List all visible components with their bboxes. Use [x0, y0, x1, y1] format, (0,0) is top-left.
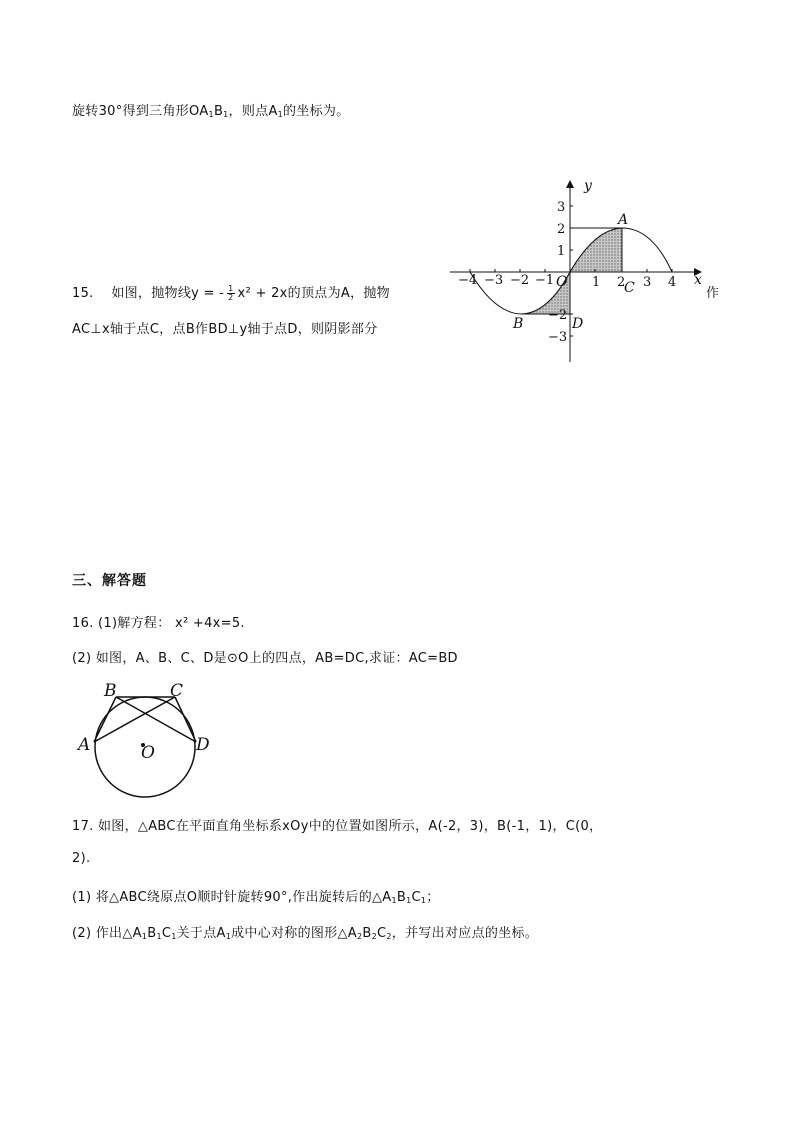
parabola-graph [440, 176, 712, 366]
q17-line-1: 17. 如图，△ABC在平面直角坐标系xOy中的位置如图所示，A(-2，3)，B(-1，1)，C(0， [72, 819, 603, 834]
label-B: B [104, 681, 117, 701]
section-title: 三、解答题 [72, 573, 147, 589]
y-tick-label: 1 [557, 244, 566, 259]
x-tick-label: 2 [617, 275, 626, 290]
x-tick-label: 4 [668, 275, 677, 290]
x-tick-label: −2 [510, 273, 530, 288]
label-A: A [78, 735, 91, 755]
x-tick-label: 1 [592, 275, 601, 290]
point-C-label: C [624, 280, 635, 296]
label-C: C [170, 681, 184, 701]
q15-line-2: AC⊥x轴于点C，点B作BD⊥y轴于点D，则阴影部分 [72, 322, 378, 337]
x-axis-label: x [694, 272, 702, 288]
x-tick-label: −3 [484, 273, 504, 288]
q17-part2: (2) 作出$\triangle A_1B_1C_1$关于点$A_1$成中心对称的图形$\triangle A_2B_2C_2$，并写出对应点的坐标。 [72, 926, 539, 941]
circle-figure [72, 678, 222, 800]
point-D-label: D [572, 316, 584, 332]
y-tick-label: −2 [548, 308, 568, 323]
x-tick-label: 3 [643, 275, 652, 290]
chords [94, 697, 196, 742]
x-tick-label: −4 [458, 273, 478, 288]
point-B-label: B [513, 316, 524, 332]
q17-part1: (1) 将△ABC绕原点O顺时针旋转90°,作出旋转后的$\triangle A_1B_1C_1$； [72, 890, 440, 905]
y-axis-arrow [566, 180, 574, 188]
point-A-label: A [618, 212, 629, 228]
y-tick-label: 2 [557, 222, 566, 237]
q17-line-2: 2). [72, 851, 91, 866]
q15-line-1-right: 作 [706, 286, 720, 301]
label-D: D [196, 735, 210, 755]
label-O: O [141, 743, 155, 763]
x-tick-label: −1 [535, 273, 555, 288]
shaded-region-right [570, 228, 622, 272]
q15-line-1: 15. 如图，抛物线y = - $\frac{1}{2}$ x² + 2x的顶点为A，抛物 [72, 284, 390, 302]
fraction: $\frac{1}{2}$ [228, 284, 234, 302]
y-tick-label: −3 [548, 330, 568, 345]
question-number: 15. [72, 286, 94, 301]
y-tick-label: 3 [557, 200, 566, 215]
q16-part1: 16. (1)解方程： x² +4x=5. [72, 616, 245, 631]
q14-tail-line: 旋转30°得到三角形$OA_1B_1$，则点$A_1$的坐标为。 [72, 104, 350, 119]
q16-part2: (2) 如图，A、B、C、D是⊙O上的四点，AB=DC,求证：AC=BD [72, 651, 458, 666]
origin-label: O [556, 274, 568, 290]
y-axis-label: y [584, 178, 592, 194]
